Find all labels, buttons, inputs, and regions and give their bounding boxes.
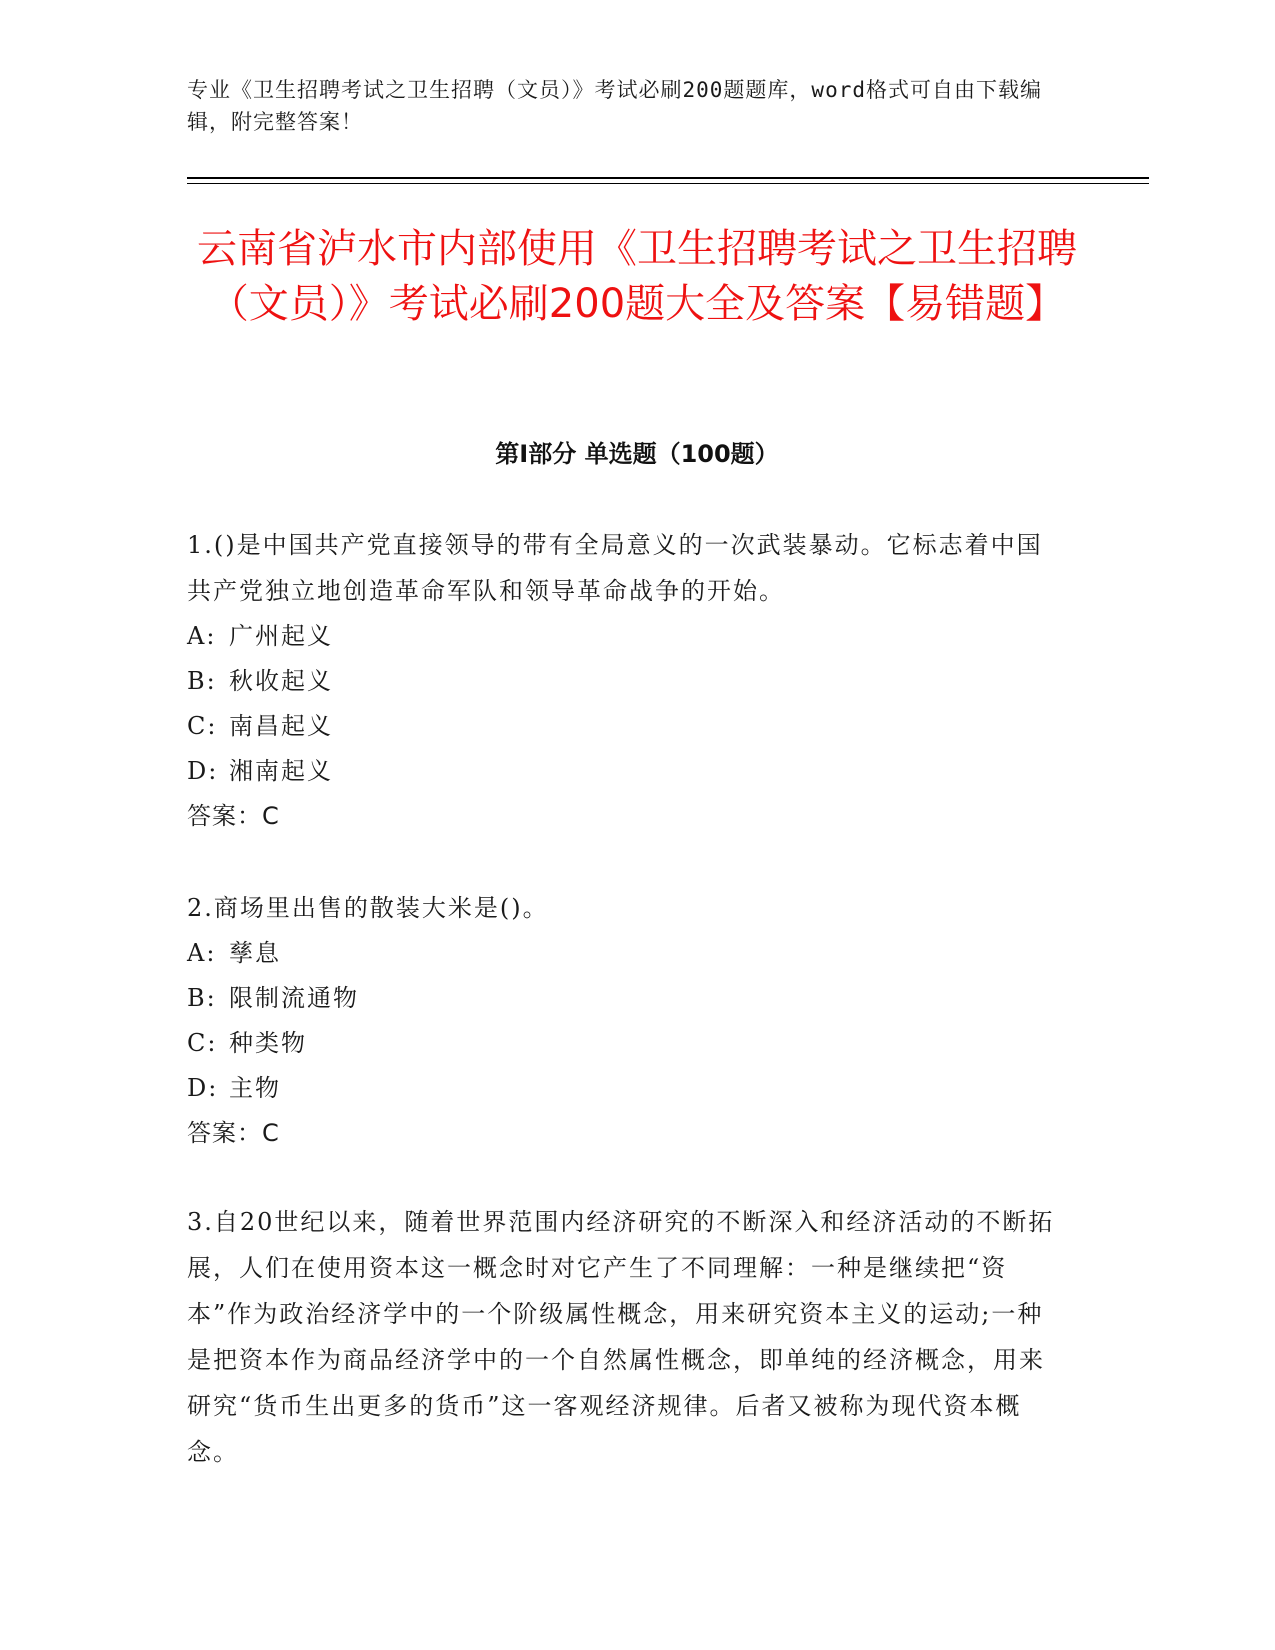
option-text: 秋收起义 (229, 667, 333, 695)
option-text: 孳息 (229, 939, 281, 967)
question-stem: 1.()是中国共产党直接领导的带有全局意义的一次武装暴动。它标志着中国共产党独立地创造革命军队和领导革命战争的开始。 (187, 531, 1043, 605)
option-key: A: (187, 622, 217, 650)
option-text: 湘南起义 (229, 757, 333, 785)
option-text: 种类物 (229, 1029, 307, 1057)
option-key: B: (187, 984, 217, 1012)
header-divider-thick (187, 177, 1149, 179)
option-c (187, 704, 1067, 749)
answer: 答案：C (187, 802, 280, 830)
question-1 (187, 522, 1067, 839)
answer: 答案：C (187, 1119, 280, 1147)
question-stem: 3.自20世纪以来，随着世界范围内经济研究的不断深入和经济活动的不断拓展，人们在使用资本这一概念时对它产生了不同理解：一种是继续把“资本”作为政治经济学中的一个阶级属性概念，用来研究资本主义的运动;一种是把资本作为商品经济学中的一个自然属性概念，即单纯的经济概念，用来研究“货币生出更多的货币”这一客观经济规律。后者又被称为现代资本概念。 (187, 1208, 1055, 1466)
option-text: 主物 (229, 1074, 281, 1102)
option-key: C: (187, 1029, 218, 1057)
option-key: D: (187, 1074, 219, 1102)
option-text: 南昌起义 (229, 712, 333, 740)
option-text: 限制流通物 (229, 984, 359, 1012)
question-stem: 2.商场里出售的散装大米是()。 (187, 894, 549, 922)
option-text: 广州起义 (229, 622, 333, 650)
header-divider-thin (187, 183, 1149, 184)
question-3 (187, 1199, 1067, 1475)
option-b (187, 659, 1067, 704)
option-a (187, 614, 1067, 659)
question-2 (187, 885, 1067, 1156)
header-note: 专业《卫生招聘考试之卫生招聘（文员）》考试必刷200题题库，word格式可自由下载编辑，附完整答案！ (187, 78, 1042, 134)
option-key: D: (187, 757, 219, 785)
option-a (187, 931, 1067, 976)
document-title: 云南省泸水市内部使用《卫生招聘考试之卫生招聘（文员）》考试必刷200题大全及答案【易错题】 (197, 226, 1077, 327)
option-b (187, 976, 1067, 1021)
option-key: B: (187, 667, 217, 695)
option-key: A: (187, 939, 217, 967)
section-heading: 第Ⅰ部分 单选题（100题） (495, 440, 779, 468)
option-d (187, 749, 1067, 794)
option-key: C: (187, 712, 218, 740)
option-c (187, 1021, 1067, 1066)
option-d (187, 1066, 1067, 1111)
